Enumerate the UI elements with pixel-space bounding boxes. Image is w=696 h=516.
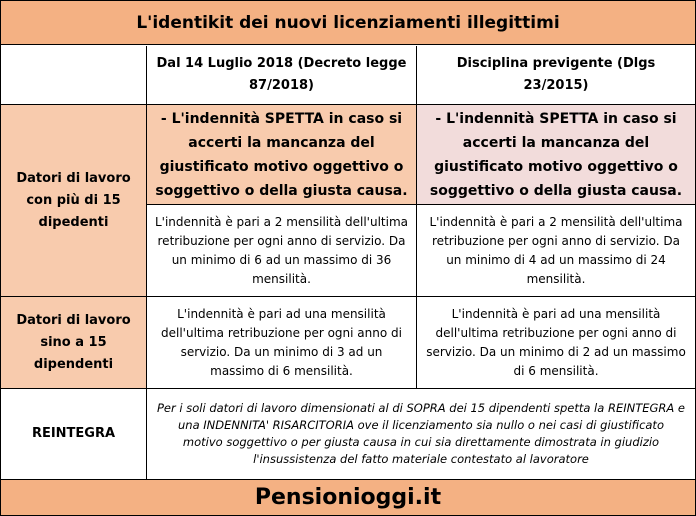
spetta-new: - L'indennità SPETTA in caso si accerti la mancanza del giustificato motivo oggettivo o soggettivo o della giusta causa. <box>147 105 417 205</box>
footer-brand: Pensionioggi.it <box>1 479 695 515</box>
amount-over15-new: L'indennità è pari a 2 mensilità dell'ultima retribuzione per ogni anno di servizio. Da un minimo di 6 ad un massimo di 36 mensilità. <box>147 205 417 297</box>
amount-over15-old: L'indennità è pari a 2 mensilità dell'ultima retribuzione per ogni anno di servizio. Da un minimo di 4 ad un massimo di 24 mensilità. <box>417 205 695 297</box>
row-label-reintegra: REINTEGRA <box>1 389 147 479</box>
row-label-over-15: Datori di lavoro con più di 15 dipedenti <box>1 105 147 297</box>
spetta-old: - L'indennità SPETTA in caso si accerti la mancanza del giustificato motivo oggettivo o soggettivo o della giusta causa. <box>417 105 695 205</box>
amount-upto15-new: L'indennità è pari ad una mensilità dell'ultima retribuzione per ogni anno di servizio. Da un minimo di 3 ad un massimo di 6 mensilità. <box>147 297 417 389</box>
column-header-new: Dal 14 Luglio 2018 (Decreto legge 87/2018) <box>147 46 417 105</box>
row-label-upto-15: Datori di lavoro sino a 15 dipendenti <box>1 297 147 389</box>
table-title: L'identikit dei nuovi licenziamenti illegittimi <box>1 1 695 45</box>
reintegra-text: Per i soli datori di lavoro dimensionati al di SOPRA dei 15 dipendenti spetta la REINTEGRA e una INDENNITA' RISARCITORIA ove il licenziamento sia nullo o nei casi di giustificato motivo soggettivo o per giusta causa in cui sia direttamente dimostrata in giudizio l'insussistenza del fatto materiale contestato al lavoratore <box>157 401 685 466</box>
header-corner <box>1 46 147 105</box>
amount-upto15-old: L'indennità è pari ad una mensilità dell'ultima retribuzione per ogni anno di servizio. Da un minimo di 2 ad un massimo di 6 mensilità. <box>417 297 695 389</box>
column-header-old: Disciplina previgente (Dlgs 23/2015) <box>417 46 695 105</box>
